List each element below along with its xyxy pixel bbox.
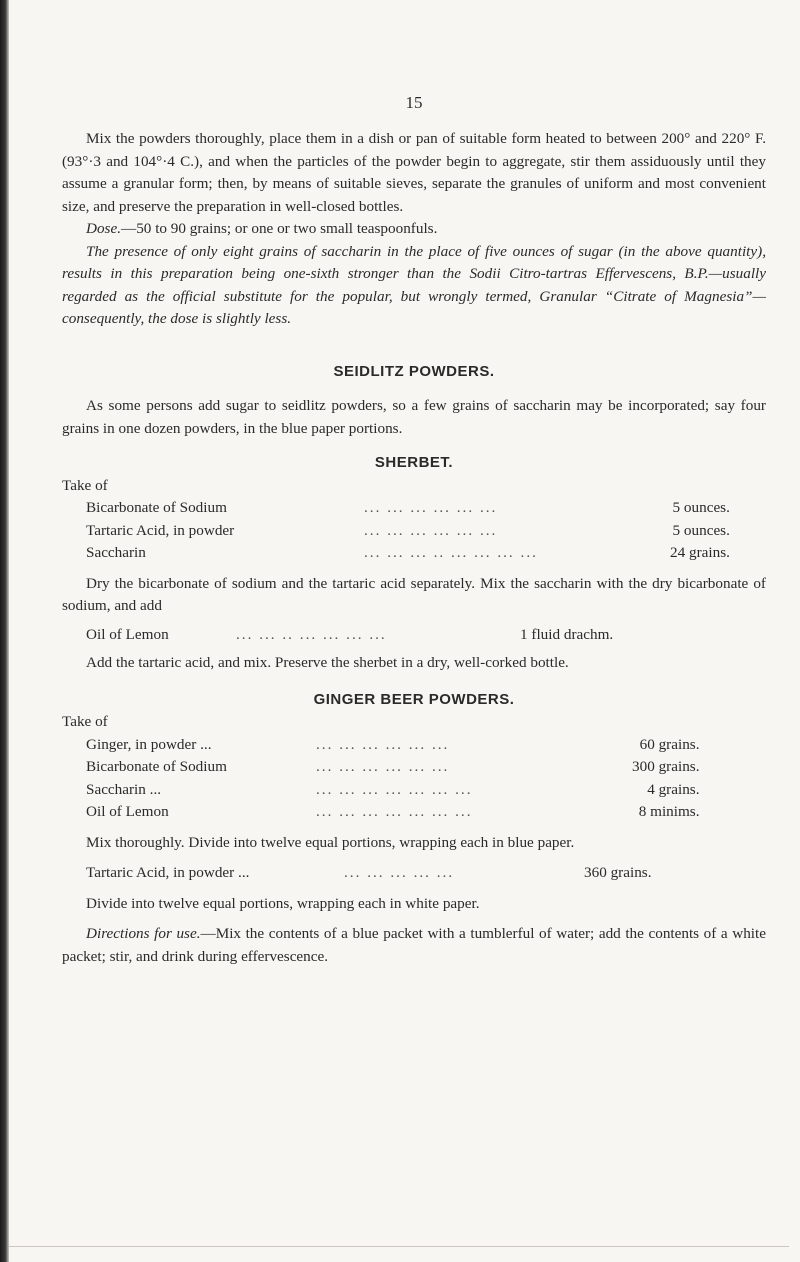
ingredient-name: Oil of Lemon <box>86 803 169 820</box>
leader-dots: ... ... ... ... ... <box>344 864 455 881</box>
leader-dots: ... ... .. ... ... ... ... <box>236 625 387 643</box>
ingredient-name: Saccharin ... <box>86 780 162 798</box>
ingredient-name: Oil of Lemon <box>86 625 169 643</box>
ingredient-amount: 5 ounces. <box>672 499 730 516</box>
book-spine-edge <box>0 0 9 1262</box>
page-bottom-rule <box>9 1246 789 1247</box>
ingredient-row <box>86 624 613 647</box>
ingredient-amount: 360 grains. <box>584 864 652 881</box>
ginger-take-of: Take of <box>62 713 108 730</box>
ingredient-amount: 300 grains. <box>632 758 700 775</box>
ginger-tartaric-acid <box>86 862 652 885</box>
leader-dots: ... ... ... ... ... ... ... <box>316 780 473 798</box>
ingredient-amount: 60 grains. <box>639 735 700 753</box>
ingredient-row <box>86 801 700 824</box>
dose-paragraph <box>62 218 766 241</box>
sherbet-ingredients <box>86 497 730 565</box>
ingredient-row <box>86 497 730 520</box>
directions-label: Directions for use. <box>86 925 201 942</box>
dose-label: Dose. <box>86 220 122 237</box>
ingredient-amount: 8 minims. <box>638 803 700 820</box>
ingredient-name: Tartaric Acid, in powder ... <box>86 864 250 881</box>
sherbet-heading: SHERBET. <box>374 454 454 471</box>
leader-dots: ... ... ... ... ... ... <box>316 735 450 753</box>
saccharin-note: The presence of only eight grains of saccharin in the place of five ounces of sugar (in the above quantity), results in this preparation being one-sixth stronger than the Sodii Citro-tartras Effervescens, B.P.—usually regarded as the official substitute for the popular, but wrongly termed, Granular “Citrate of Magnesia”—consequently, the dose is slightly less. <box>62 242 766 327</box>
ginger-ingredients <box>86 734 700 824</box>
leader-dots: ... ... ... ... ... ... <box>316 758 450 775</box>
sherbet-oil-of-lemon <box>86 624 613 647</box>
dose-text: —50 to 90 grains; or one or two small teaspoonfuls. <box>121 220 438 237</box>
ingredient-name: Ginger, in powder ... <box>86 735 212 753</box>
intro-paragraph: Mix the powders thoroughly, place them in a dish or pan of suitable form heated to between 200° and 220° F. (93°·3 and 104°·4 C.), and when the particles of the powder begin to aggregate, stir them assiduously until they assume a granular form; then, by means of suitable sieves, separate the granules of uniform and most convenient size, and preserve the preparation in well-closed bottles. <box>62 130 766 215</box>
ingredient-row <box>86 520 730 543</box>
ingredient-row <box>86 542 730 565</box>
ginger-divide: Divide into twelve equal portions, wrapping each in white paper. <box>86 894 480 912</box>
ingredient-amount: 5 ounces. <box>672 521 730 539</box>
sherbet-closing: Add the tartaric acid, and mix. Preserve the sherbet in a dry, well-corked bottle. <box>86 654 569 671</box>
seidlitz-heading: SEIDLITZ POWDERS. <box>333 362 495 380</box>
ingredient-name: Bicarbonate of Sodium <box>86 499 227 516</box>
directions-text: —Mix the contents of a blue packet with a tumblerful of water; add the contents of a white packet; stir, and drink during effervescence. <box>62 925 766 965</box>
ingredient-row <box>86 734 700 757</box>
ginger-instructions: Mix thoroughly. Divide into twelve equal portions, wrapping each in blue paper. <box>86 833 575 851</box>
ingredient-name: Tartaric Acid, in powder <box>86 521 235 539</box>
page-number: 15 <box>405 93 423 112</box>
ingredient-name: Saccharin <box>86 544 146 561</box>
ingredient-row <box>86 779 700 802</box>
ingredient-amount: 1 fluid drachm. <box>520 625 614 643</box>
ingredient-amount: 4 grains. <box>647 780 700 798</box>
ingredient-amount: 24 grains. <box>670 544 730 561</box>
sherbet-take-of: Take of <box>62 476 108 494</box>
leader-dots: ... ... ... ... ... ... <box>364 521 498 539</box>
sherbet-instructions: Dry the bicarbonate of sodium and the tartaric acid separately. Mix the saccharin with the dry bicarbonate of sodium, and add <box>62 574 766 614</box>
ginger-beer-heading: GINGER BEER POWDERS. <box>313 690 515 708</box>
leader-dots: ... ... ... ... ... ... ... <box>316 803 473 820</box>
directions-paragraph <box>62 923 766 968</box>
leader-dots: ... ... ... .. ... ... ... ... <box>364 544 538 561</box>
page-body <box>62 93 766 968</box>
seidlitz-text: As some persons add sugar to seidlitz powders, so a few grains of saccharin may be incorporated; say four grains in one dozen powders, in the blue paper portions. <box>62 397 766 437</box>
ingredient-name: Bicarbonate of Sodium <box>86 758 227 775</box>
ingredient-row <box>86 862 652 885</box>
ingredient-row <box>86 756 700 779</box>
leader-dots: ... ... ... ... ... ... <box>364 499 498 516</box>
